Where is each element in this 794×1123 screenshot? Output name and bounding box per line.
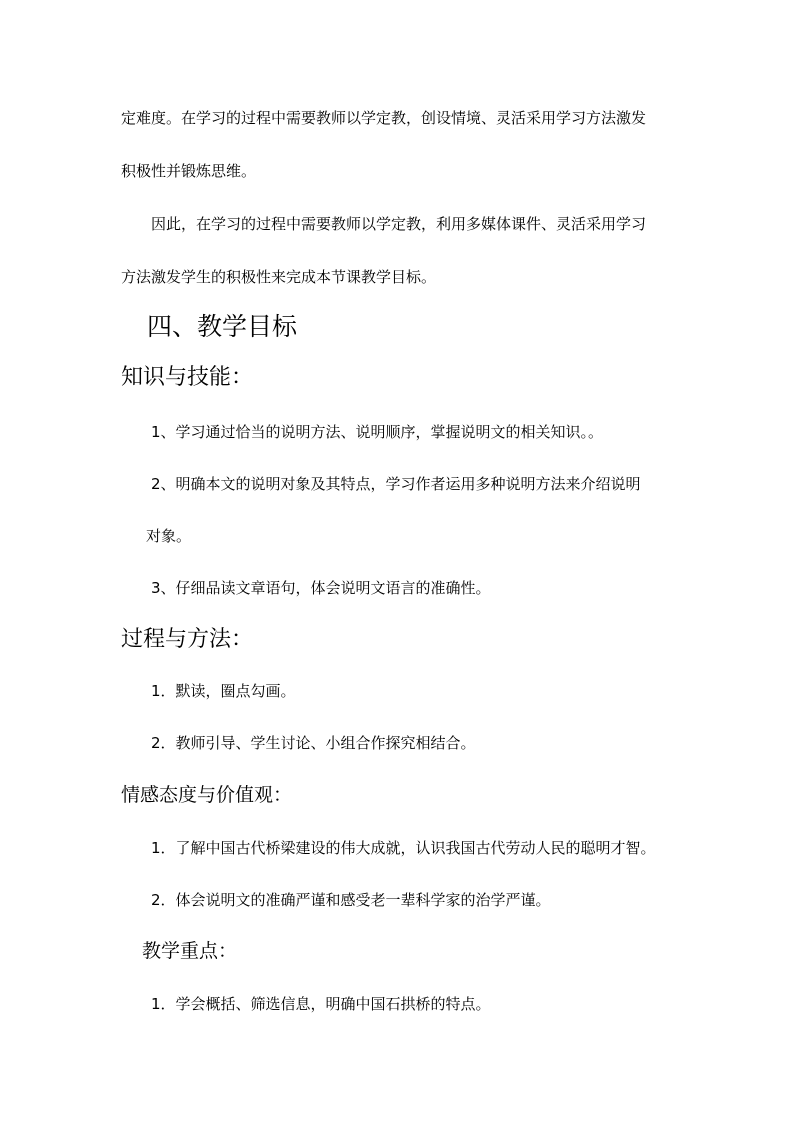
emotion-heading: 情感态度与价值观： [121, 784, 293, 806]
intro-line-3: 因此，在学习的过程中需要教师以学定教，利用多媒体课件、灵活采用学习 [151, 215, 647, 233]
intro-line-1: 定难度。在学习的过程中需要教师以学定教，创设情境、灵活采用学习方法激发 [121, 109, 647, 127]
intro-line-2: 积极性并锻炼思维。 [121, 162, 257, 180]
key-points-item-1: 1．学会概括、筛选信息，明确中国石拱桥的特点。 [151, 995, 491, 1013]
emotion-item-2: 2．体会说明文的准确严谨和感受老一辈科学家的治学严谨。 [151, 891, 551, 909]
knowledge-item-1: 1、学习通过恰当的说明方法、说明顺序，掌握说明文的相关知识。。 [151, 423, 604, 441]
emotion-item-1: 1．了解中国古代桥梁建设的伟大成就，认识我国古代劳动人民的聪明才智。 [151, 839, 656, 857]
process-item-1: 1．默读，圈点勾画。 [151, 682, 296, 700]
process-heading: 过程与方法： [121, 627, 254, 652]
intro-line-4: 方法激发学生的积极性来完成本节课教学目标。 [121, 268, 437, 286]
section-title: 四、教学目标 [147, 312, 298, 341]
knowledge-item-3: 3、仔细品读文章语句，体会说明文语言的准确性。 [151, 579, 491, 597]
knowledge-item-2-line-1: 2、明确本文的说明对象及其特点，学习作者运用多种说明方法来介绍说明 [151, 475, 641, 493]
knowledge-heading: 知识与技能： [121, 365, 254, 390]
process-item-2: 2．教师引导、学生讨论、小组合作探究相结合。 [151, 734, 476, 752]
knowledge-item-2-line-2: 对象。 [146, 527, 192, 545]
key-points-heading: 教学重点： [142, 940, 238, 962]
